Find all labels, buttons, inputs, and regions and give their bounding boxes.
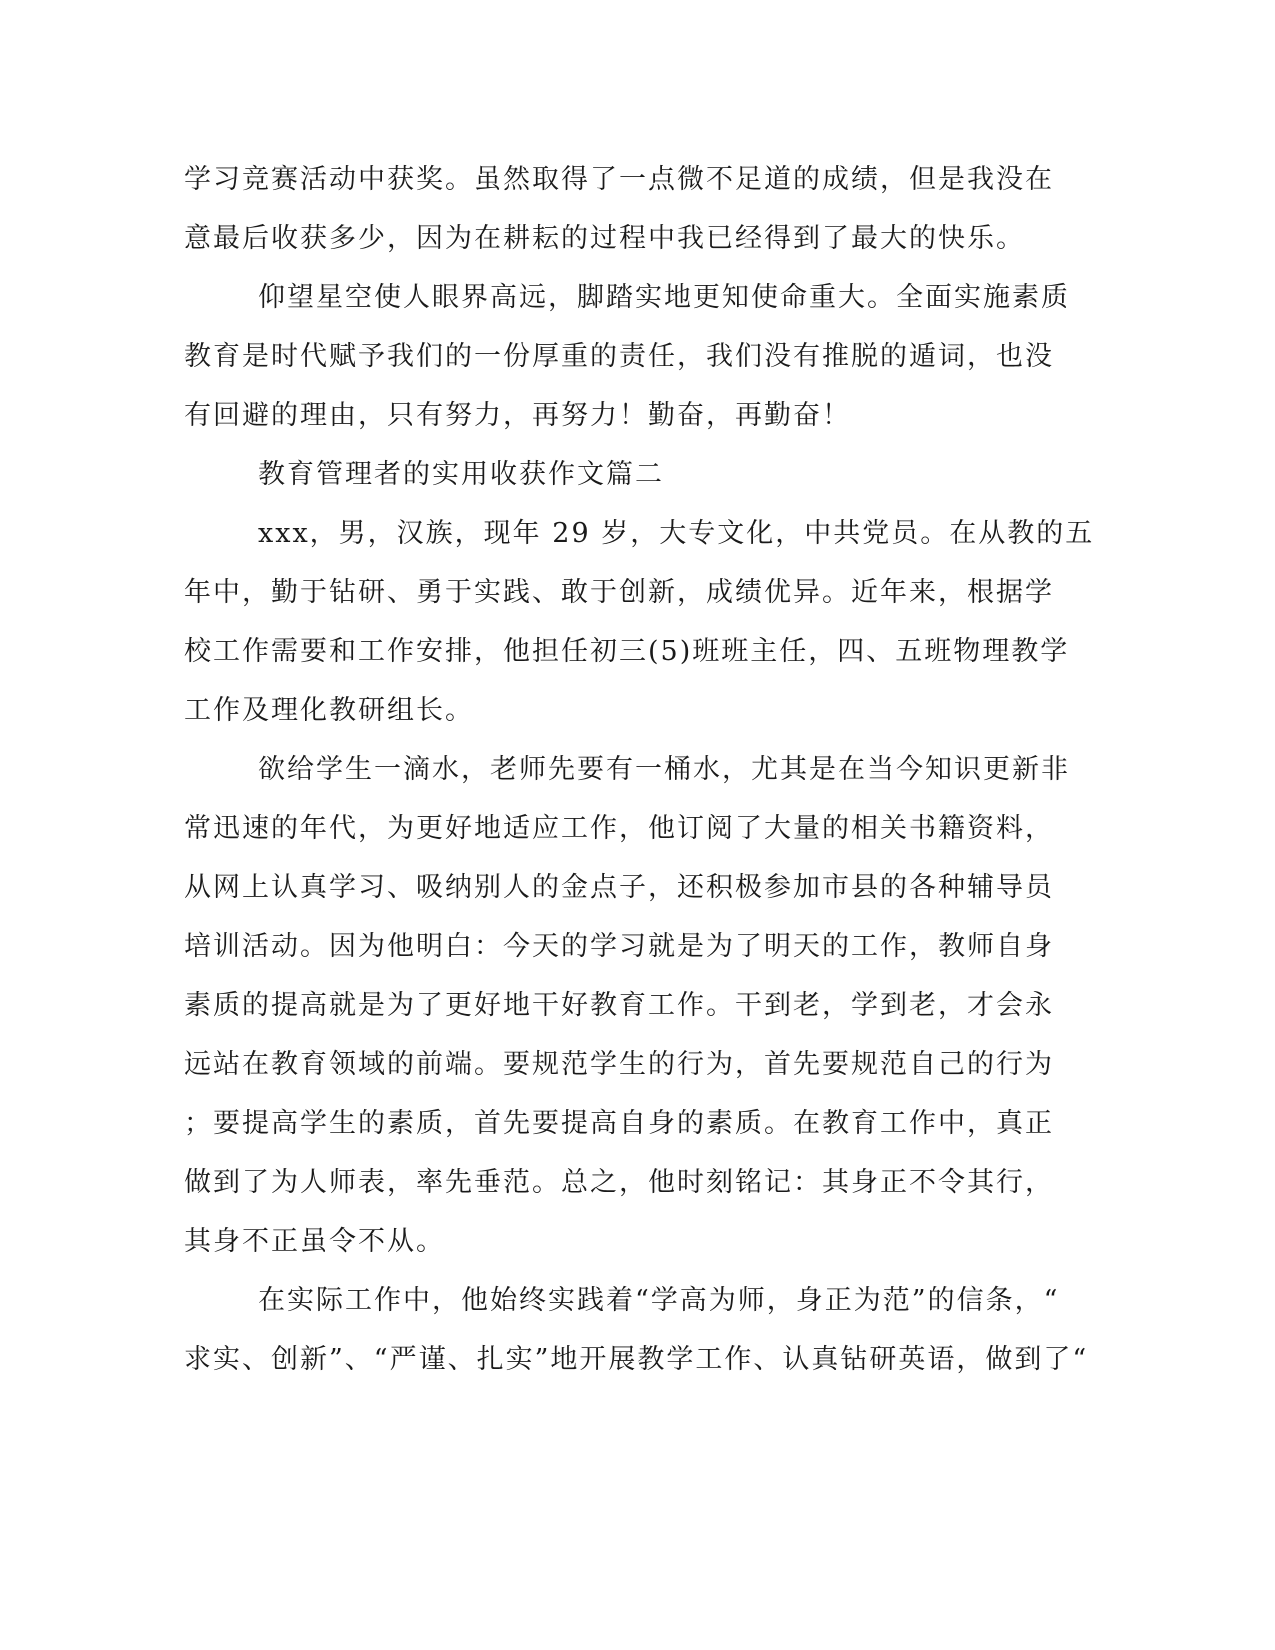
paragraph-start-line: xxx，男，汉族，现年 29 岁，大专文化，中共党员。在从教的五 xyxy=(258,518,1095,549)
text-line: 教育是时代赋予我们的一份厚重的责任，我们没有推脱的遁词，也没 xyxy=(184,341,1054,372)
text-line: 素质的提高就是为了更好地干好教育工作。干到老，学到老，才会永 xyxy=(184,990,1054,1021)
paragraph-start-line: 在实际工作中，他始终实践着“学高为师，身正为范”的信条，“ xyxy=(258,1285,1060,1316)
text-line: 求实、创新”、“严谨、扎实”地开展教学工作、认真钻研英语，做到了“ xyxy=(184,1344,1089,1375)
text-line: 年中，勤于钻研、勇于实践、敢于创新，成绩优异。近年来，根据学 xyxy=(184,577,1054,608)
section-heading: 教育管理者的实用收获作文篇二 xyxy=(258,459,664,490)
text-line: 意最后收获多少，因为在耕耘的过程中我已经得到了最大的快乐。 xyxy=(184,223,1025,254)
text-line: 校工作需要和工作安排，他担任初三(5)班班主任，四、五班物理教学 xyxy=(184,636,1070,667)
text-line: ；要提高学生的素质，首先要提高自身的素质。在教育工作中，真正 xyxy=(184,1108,1054,1139)
text-line: 远站在教育领域的前端。要规范学生的行为，首先要规范自己的行为 xyxy=(184,1049,1054,1080)
text-line: 常迅速的年代，为更好地适应工作，他订阅了大量的相关书籍资料， xyxy=(184,813,1054,844)
paragraph-start-line: 欲给学生一滴水，老师先要有一桶水，尤其是在当今知识更新非 xyxy=(258,754,1070,785)
text-line: 其身不正虽令不从。 xyxy=(184,1226,445,1257)
text-line: 工作及理化教研组长。 xyxy=(184,695,474,726)
text-line: 学习竞赛活动中获奖。虽然取得了一点微不足道的成绩，但是我没在 xyxy=(184,164,1054,195)
paragraph-start-line: 仰望星空使人眼界高远，脚踏实地更知使命重大。全面实施素质 xyxy=(258,282,1070,313)
text-line: 有回避的理由，只有努力，再努力！勤奋，再勤奋！ xyxy=(184,400,851,431)
text-line: 从网上认真学习、吸纳别人的金点子，还积极参加市县的各种辅导员 xyxy=(184,872,1054,903)
text-line: 培训活动。因为他明白：今天的学习就是为了明天的工作，教师自身 xyxy=(184,931,1054,962)
text-line: 做到了为人师表，率先垂范。总之，他时刻铭记：其身正不令其行， xyxy=(184,1167,1054,1198)
